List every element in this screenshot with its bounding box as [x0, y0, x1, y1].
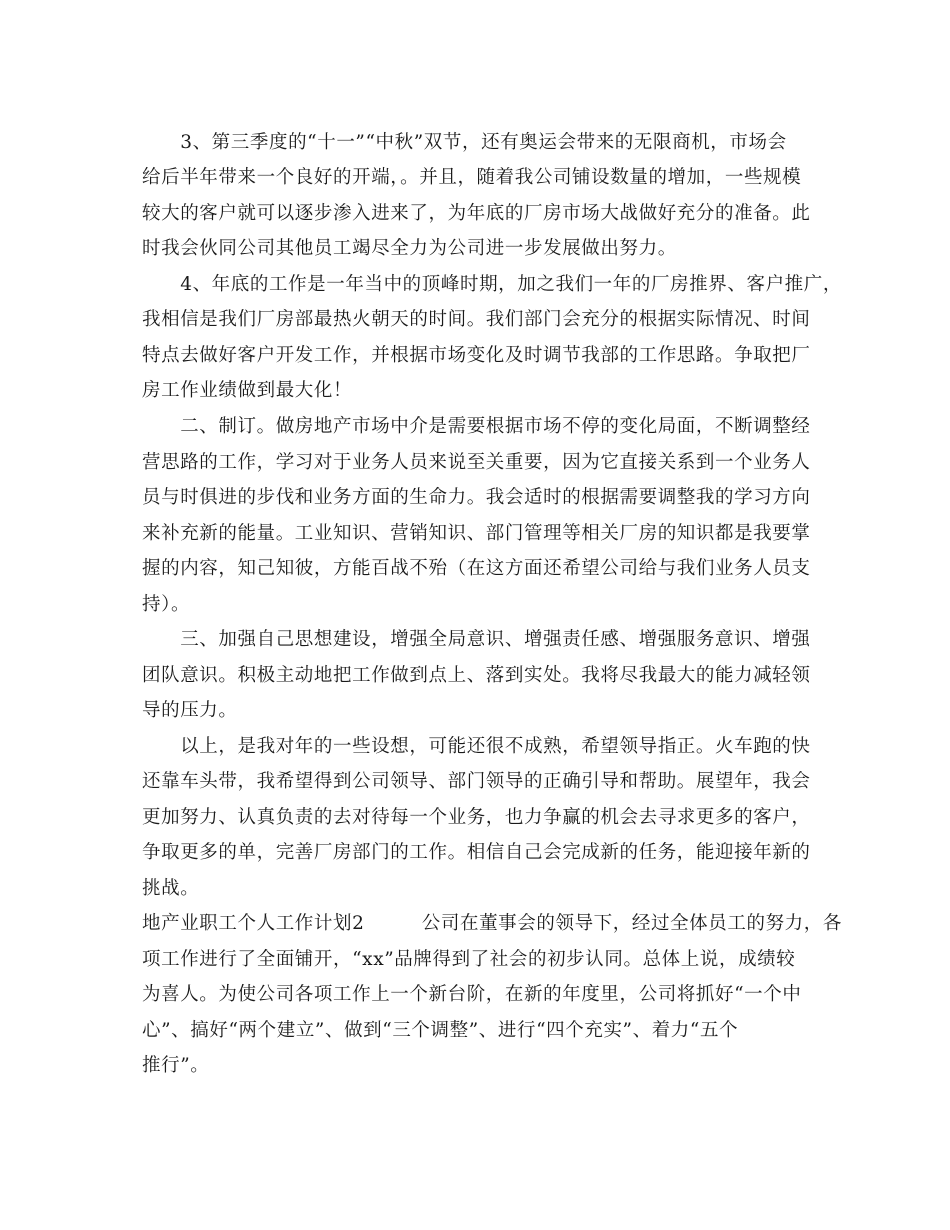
text-line: 团队意识。积极主动地把工作做到点上、落到实处。我将尽我最大的能力减轻领: [142, 665, 811, 686]
text-line: 握的内容，知己知彼，方能百战不殆（在这方面还希望公司给与我们业务人员支: [142, 558, 811, 579]
text-line: 持）。: [142, 594, 191, 615]
text-line: 4、年底的工作是一年当中的顶峰时期，加之我们一年的厂房推界、客户推广，: [142, 274, 842, 295]
text-line: 推行”。: [142, 1055, 210, 1076]
text-line: 更加努力、认真负责的去对待每一个业务，也力争赢的机会去寻求更多的客户，: [142, 807, 811, 828]
text-line: 我相信是我们厂房部最热火朝天的时间。我们部门会充分的根据实际情况、时间: [142, 309, 811, 330]
text-line: 心”、搞好“两个建立”、做到“三个调整”、进行“四个充实”、着力“五个: [142, 1020, 739, 1041]
text-line: 较大的客户就可以逐步渗入进来了，为年底的厂房市场大战做好充分的准备。此: [142, 203, 811, 224]
text-line: 特点去做好客户开发工作，并根据市场变化及时调节我部的工作思路。争取把厂: [142, 345, 811, 366]
text-line: 项工作进行了全面铺开，“xx”品牌得到了社会的初步认同。总体上说，成绩较: [142, 949, 796, 970]
text-line: 员与时俱进的步伐和业务方面的生命力。我会适时的根据需要调整我的学习方向: [142, 487, 811, 508]
text-line: 争取更多的单，完善厂房部门的工作。相信自己会完成新的任务，能迎接年新的: [142, 842, 811, 863]
text-line: 时我会伙同公司其他员工竭尽全力为公司进一步发展做出努力。: [142, 238, 677, 259]
text-line: 挑战。: [142, 878, 200, 899]
text-line: 3、第三季度的“十一”“中秋”双节，还有奥运会带来的无限商机，市场会: [142, 132, 787, 153]
text-line: 房工作业绩做到最大化！: [142, 380, 353, 401]
text-line: 为喜人。为使公司各项工作上一个新台阶，在新的年度里，公司将抓好“一个中: [142, 984, 802, 1005]
text-line: 导的压力。: [142, 700, 238, 721]
text-line: 给后半年带来一个良好的开端，。并且，随着我公司铺设数量的增加，一些规模: [142, 167, 802, 188]
text-line: 二、制订。做房地产市场中介是需要根据市场不停的变化局面，不断调整经: [142, 416, 811, 437]
text-line: 还靠车头带，我希望得到公司领导、部门领导的正确引导和帮助。展望年，我会: [142, 771, 811, 792]
text-line: 以上，是我对年的一些设想，可能还很不成熟，希望领导指正。火车跑的快: [142, 736, 811, 757]
text-line: 三、加强自己思想建设，增强全局意识、增强责任感、增强服务意识、增强: [142, 629, 811, 650]
text-line: 营思路的工作，学习对于业务人员来说至关重要，因为它直接关系到一个业务人: [142, 452, 811, 473]
text-line: 来补充新的能量。工业知识、营销知识、部门管理等相关厂房的知识都是我要掌: [142, 523, 811, 544]
section-heading-line: 地产业职工个人工作计划2 公司在董事会的领导下，经过全体员工的努力，各: [142, 913, 842, 934]
